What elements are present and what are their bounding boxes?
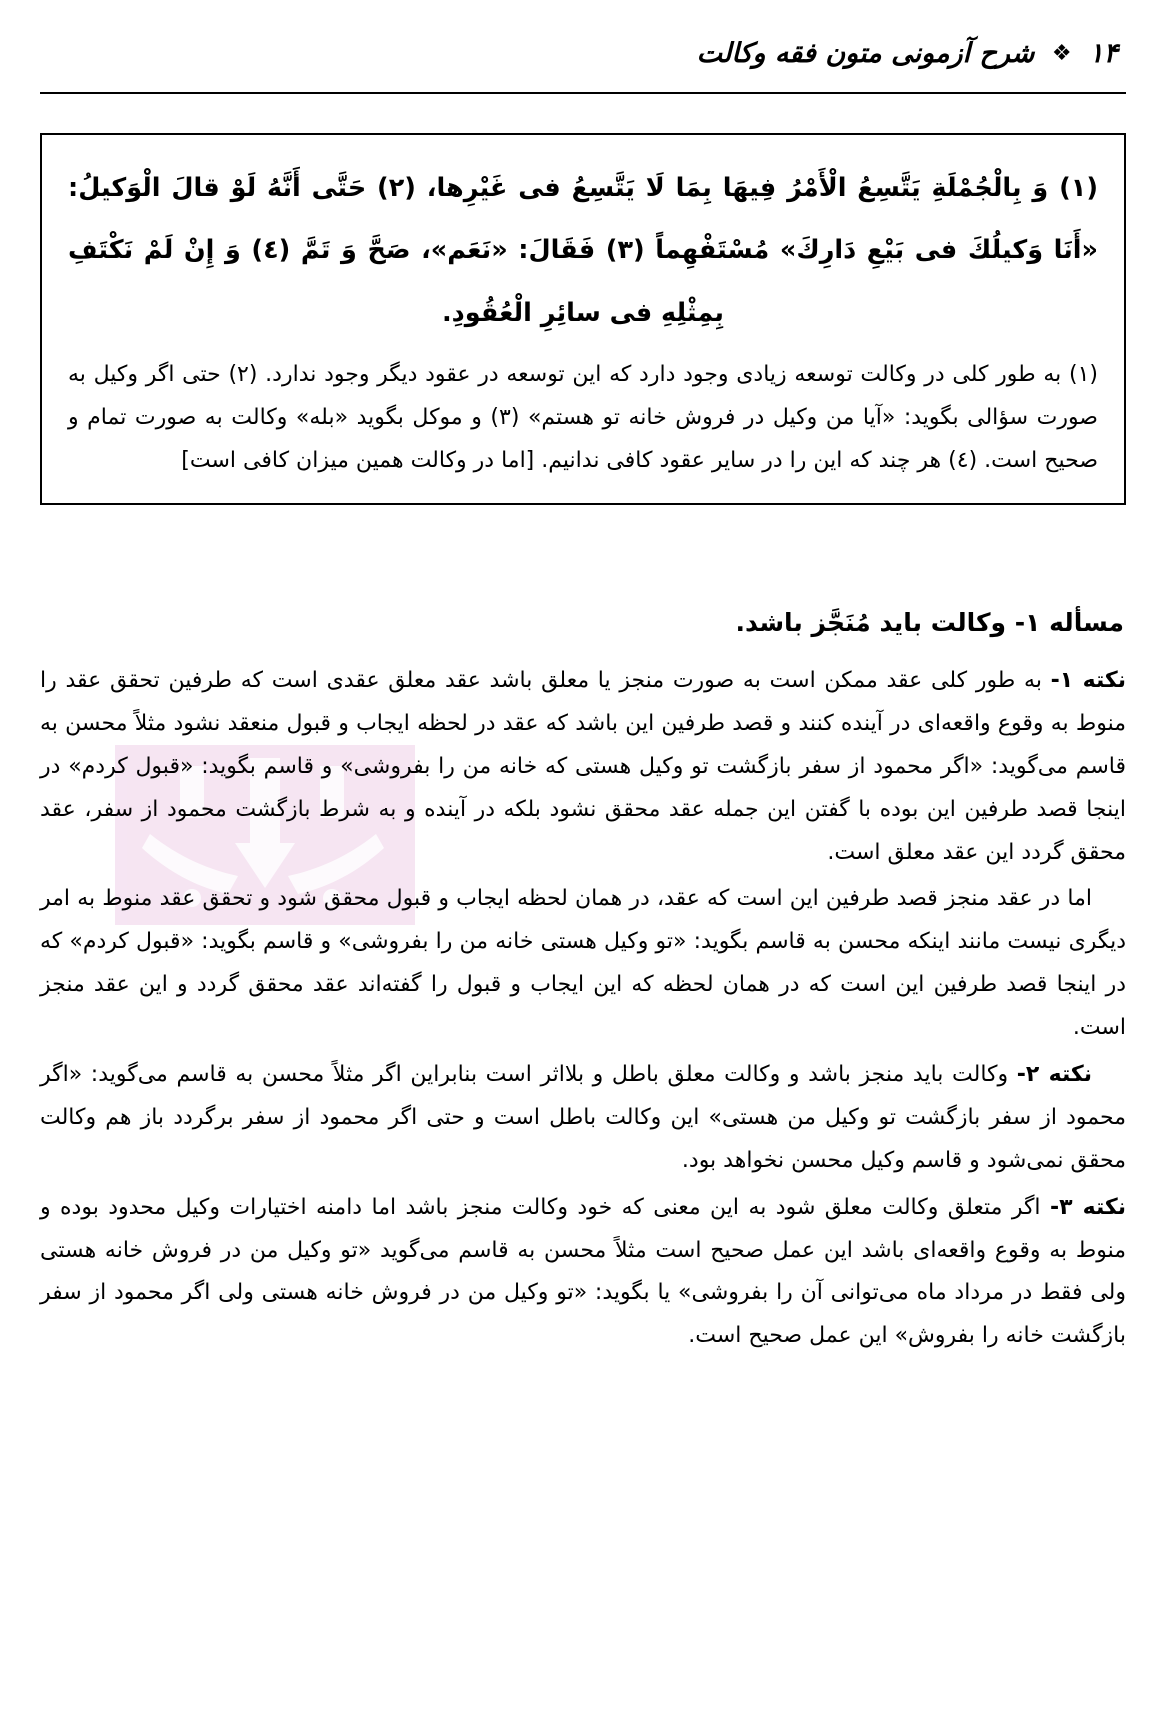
note-label-3: نکته ۳- bbox=[1049, 1194, 1126, 1220]
paragraph-note-1 bbox=[40, 660, 1126, 874]
section-heading: مسأله ۱- وکالت باید مُنَجَّز باشد. bbox=[735, 608, 1124, 637]
header-rule bbox=[40, 92, 1126, 94]
page-header bbox=[48, 38, 1118, 90]
note-label-2: نکته ۲- bbox=[1016, 1062, 1092, 1088]
paragraph-note-2 bbox=[40, 1054, 1126, 1183]
paragraph-note-3 bbox=[40, 1187, 1126, 1359]
note-text-2: وکالت باید منجز باشد و وکالت معلق باطل و بلااثر است بنابراین اگر مثلاً محسن به قاسم می‌گوید: «اگر محمود از سفر بازگشت تو وکیل من هستی» این وکالت باطل است و حتی اگر محمود از سفر برگردد باز هم وکالت محقق نمی‌شود و قاسم وکیل محسن نخواهد بود. bbox=[40, 1062, 1126, 1173]
page-header-content bbox=[697, 38, 1118, 70]
note-text-1-cont: اما در عقد منجز قصد طرفین این است که عقد، در همان لحظه ایجاب و قبول محقق شود و تحقق عقد منوط به امر دیگری نیست مانند اینکه محسن به قاسم بگوید: «تو وکیل هستی خانه من را بفروشی» و قاسم بگوید: «قبول کردم» که در اینجا قصد طرفین این است که در همان لحظه که این ایجاب و قبول را گفته‌اند عقد محقق گردد و این عقد منجز است. bbox=[40, 886, 1126, 1041]
note-label-1: نکته ۱- bbox=[1050, 668, 1126, 693]
diamond-icon: ❖ bbox=[1051, 41, 1072, 66]
page-number: ۱۴ bbox=[1088, 38, 1118, 69]
persian-gloss-text: (۱) به طور کلی در وکالت توسعه زیادی وجود دارد که این توسعه در عقود دیگر وجود ندارد. (۲) حتی اگر وکیل به صورت سؤالی بگوید: «آیا من وکیل در فروش خانه تو هستم» (۳) و موکل بگوید «بله» وکالت به صورت تمام و صحیح است. (٤) هر چند که این را در سایر عقود کافی ندانیم. [اما در وکالت همین میزان کافی است] bbox=[68, 362, 1099, 474]
arabic-source-box bbox=[40, 133, 1126, 505]
book-title: شرح آزمونی متون فقه وکالت bbox=[696, 38, 1035, 69]
note-text-3: اگر متعلق وکالت معلق شود به این معنی که خود وکالت منجز باشد اما دامنه اختیارات وکیل محدود بوده و منوط به وقوع واقعه‌ای باشد این عمل صحیح است مثلاً محسن به قاسم می‌گوید «تو وکیل من در فروش خانه هستی ولی فقط در مرداد ماه می‌توانی آن را بفروشی» یا بگوید: «تو وکیل من در فروش خانه هستی ولی اگر محمود از سفر بازگشت خانه را بفروش» این عمل صحیح است. bbox=[40, 1194, 1126, 1349]
body-column bbox=[40, 660, 1126, 1362]
note-text-1: به طور کلی عقد ممکن است به صورت منجز یا معلق باشد عقد معلق عقدی است که طرفین تحقق عقد را منوط به وقوع واقعه‌ای در آینده کنند و قصد طرفین این باشد که عقد در لحظه ایجاب و قبول منعقد نشود مثلاً محسن به قاسم می‌گوید: «اگر محمود از سفر بازگشت تو وکیل هستی که خانه من را بفروشی» و قاسم بگوید: «قبول کردم» در اینجا قصد طرفین این بوده با گفتن این جمله عقد محقق نشود بلکه در آینده و به شرط بازگشت محمود از سفر، عقد محقق گردد این عقد معلق است. bbox=[40, 668, 1126, 865]
paragraph-note-1-cont bbox=[40, 878, 1126, 1050]
arabic-source-text: (۱) وَ بِالْجُمْلَةِ يَتَّسِعُ الْأَمْرُ فِيهَا بِمَا لَا يَتَّسِعُ فى غَيْرِها، (۲) حَتَّى أَنَّهُ لَوْ قالَ الْوَكيلُ: «أَنَا وَكيلُكَ فى بَيْعِ دَارِكَ» مُسْتَفْهِماً (۳) فَقَالَ: «نَعَم»، صَحَّ وَ تَمَّ (٤) وَ إِنْ لَمْ نَكْتَفِ بِمِثْلِهِ فى سائِرِ الْعُقُودِ. bbox=[68, 173, 1099, 328]
